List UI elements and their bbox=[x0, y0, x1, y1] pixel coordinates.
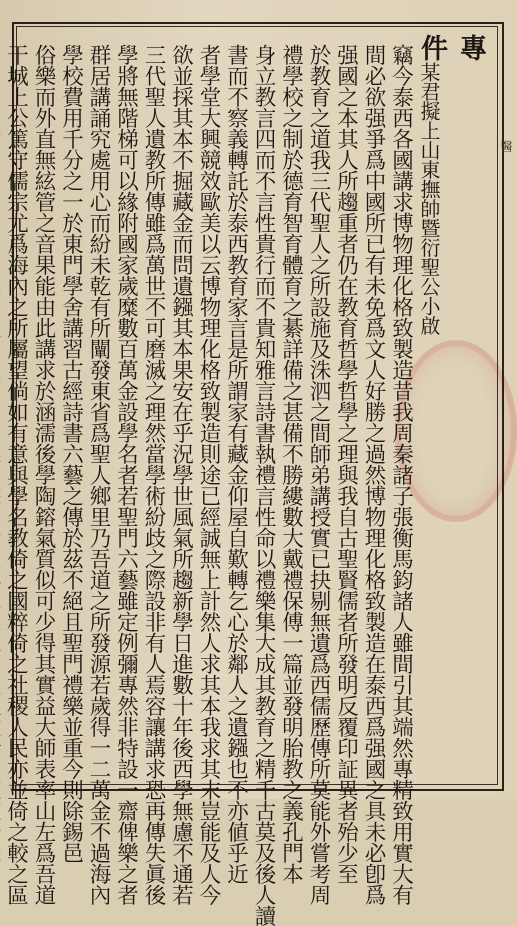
text-column: 於教育之道我三代聖人之所設施及洙泗之間師弟講授實已抉剔無遺爲西儒歷傳所莫能外嘗考周 bbox=[306, 44, 331, 905]
text-column: 竊今泰西各國講求博物理化格致製造昔我周秦諸子張衡馬鈞諸人雖間引其端然專精致用實大有 bbox=[388, 44, 414, 905]
text-column: 學將無階梯可以緣附國家歲糜數百萬金設學名者若聖門六藝雖定例彌專然非特設一齋俾樂之者 bbox=[113, 44, 139, 905]
text-column: 强國之本其人所趨重者仍在教育哲學哲學之理與我自古聖賢儒者所發明反覆印証異者殆少至 bbox=[333, 44, 359, 884]
text-column: 干城上公篤守儒宗尤爲海內之所屬望倘如有意與學名教倚之國粹倚之社稷人民亦並倚之較之區 bbox=[3, 44, 29, 905]
text-column: 禮學校之制於德育智育體育之綦詳備之甚備不勝縷數大戴禮保傅一篇並發明胎教之義孔門本 bbox=[278, 44, 304, 884]
edge-mark: 醫 bbox=[499, 140, 513, 152]
text-column bbox=[0, 44, 2, 779]
article-body bbox=[3, 44, 442, 926]
text-column: 俗樂而外直無絃管之音果能由此講求於涵濡後學陶鎔氣質似可少得其實益大師表率山左爲吾道 bbox=[31, 44, 56, 905]
article-title: 某君擬上山東撫帥暨衍聖公小啟 bbox=[417, 62, 441, 335]
section-title: 專件 bbox=[416, 34, 486, 65]
text-column: 間必欲强爭爲中國所已有未免爲文人好勝之過然博物理化格致製造在泰西爲强國之具未必卽爲 bbox=[361, 44, 386, 905]
text-column: 者學堂大興競效歐美以云博物理化格致製造則途已經誠無上計然人求其本我求其末豈能及人今 bbox=[196, 44, 221, 905]
text-column: 學校費用千分之一於東門學舍講習古經詩書六藝之傳於茲不絕且聖門禮樂並重今則除錫邑 bbox=[58, 44, 84, 863]
text-column: 身立教言四而不言性貴行而不貴知雅言詩書執禮言性命以禮樂集大成其教育之精千古莫及後人讀 bbox=[251, 44, 276, 926]
text-column: 書而不察義轉託於泰西教育家言是所謂家有藏金仰屋自歎轉乞心於鄰人之遺鏹也不亦値乎近 bbox=[223, 44, 249, 884]
text-column: 群居講誦究處用心而紛未乾有所闡發東省爲聖人鄉里乃吾道之所發源若歲得一二萬金不過海內 bbox=[86, 44, 111, 905]
text-column: 欲並採其本不掘藏金而問遺鏹其本果安在乎況學世風氣所趨新學日進數十年後西學無慮不通若 bbox=[168, 44, 194, 905]
text-column: 三代聖人遺教所傳雖爲萬世不可磨滅之理然當學術紛歧之際設非有人焉容讓講求恐再傳失眞後 bbox=[141, 44, 166, 905]
